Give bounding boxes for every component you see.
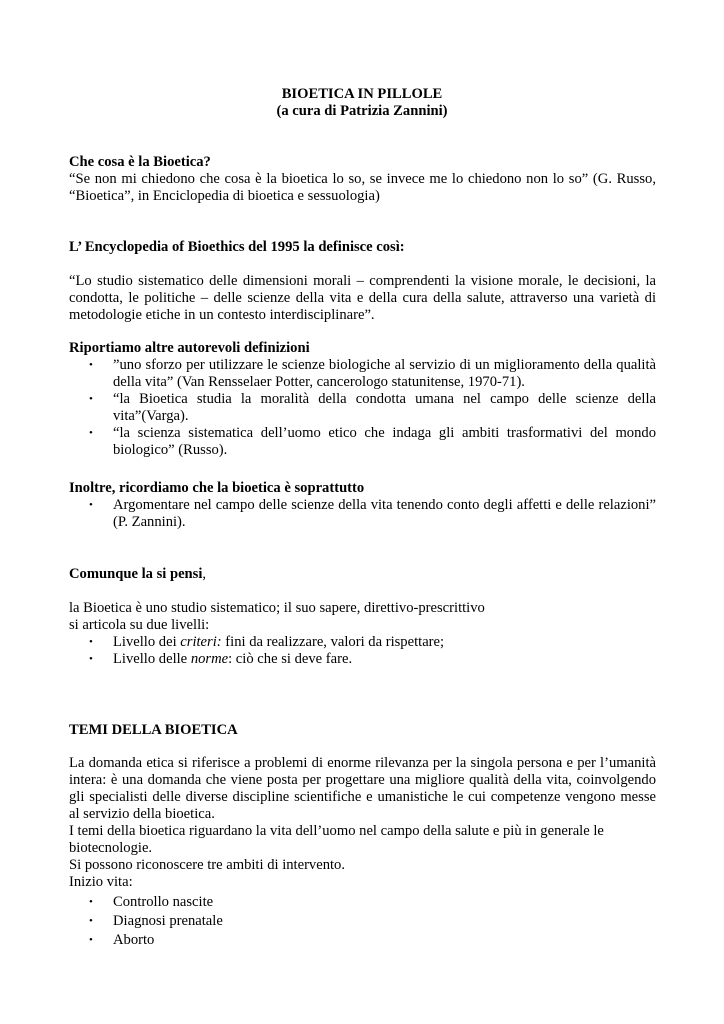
- bullet-icon: •: [89, 653, 93, 665]
- definition-3-line-1: “la scienza sistematica dell’uomo etico che indaga gli ambiti trasformativi del mondo: [113, 425, 656, 441]
- temi-heading: TEMI DELLA BIOETICA: [69, 722, 238, 738]
- definition-3-line-2: biologico” (Russo).: [113, 442, 228, 458]
- comunque-line-2: si articola su due livelli:: [69, 617, 210, 633]
- comunque-body: [69, 600, 656, 668]
- inizio-vita-item-3: Aborto: [113, 932, 155, 948]
- temi-p1-line-1: La domanda etica si riferisce a problemi di enorme rilevanza per la singola persona e per l’umanità: [69, 755, 656, 771]
- title-line-1: BIOETICA IN PILLOLE: [281, 86, 443, 102]
- inoltre-item-line-1: Argomentare nel campo delle scienze della vita tenendo conto degli affetti e delle relazioni”: [113, 497, 656, 513]
- temi-p2-line-1: I temi della bioetica riguardano la vita dell’uomo nel campo della salute e più in generale le: [69, 823, 604, 839]
- list-item: [69, 497, 656, 531]
- temi-p4: Inizio vita:: [69, 874, 133, 890]
- list-item: [69, 634, 656, 651]
- definition-2-line-1: “la Bioetica studia la moralità della condotta umana nel campo delle scienze della: [113, 391, 656, 407]
- list-item: [69, 913, 656, 932]
- bullet-icon: •: [89, 359, 93, 371]
- definitions-heading: Riportiamo altre autorevoli definizioni: [69, 340, 310, 356]
- document-title: [0, 86, 724, 120]
- encyclopedia-line-1: “Lo studio sistematico delle dimensioni morali – comprendenti la visione morale, le decisioni, la: [69, 273, 656, 289]
- encyclopedia-line-3: metodologie etiche in un contesto interdisciplinare”.: [69, 307, 375, 323]
- level-1-suffix: fini da realizzare, valori da rispettare;: [221, 634, 445, 650]
- list-item: [69, 651, 656, 668]
- list-item: [69, 425, 656, 459]
- bullet-icon: •: [89, 427, 93, 439]
- bullet-icon: •: [89, 915, 93, 927]
- bullet-icon: •: [89, 393, 93, 405]
- inoltre-list: [69, 497, 656, 531]
- level-1-italic: criteri:: [180, 634, 222, 650]
- bullet-icon: •: [89, 896, 93, 908]
- encyclopedia-section: [69, 239, 656, 256]
- intro-heading: Che cosa è la Bioetica?: [69, 154, 211, 170]
- temi-body: [69, 755, 656, 951]
- temi-p1-line-2: intera: è una domanda che viene posta per progettare una migliore qualità della vita, coinvolgendo: [69, 772, 656, 788]
- inoltre-item-line-2: (P. Zannini).: [113, 514, 186, 530]
- definition-2-line-2: vita”(Varga).: [113, 408, 189, 424]
- temi-p1-line-4: al servizio della bioetica.: [69, 806, 215, 822]
- inizio-vita-list: [69, 894, 656, 951]
- encyclopedia-quote: [69, 273, 656, 324]
- bullet-icon: •: [89, 499, 93, 511]
- encyclopedia-heading: L’ Encyclopedia of Bioethics del 1995 la definisce così:: [69, 239, 405, 255]
- definition-1-line-1: ”uno sforzo per utilizzare le scienze biologiche al servizio di un miglioramento della qualità: [113, 357, 656, 373]
- list-item: [69, 357, 656, 391]
- level-2-prefix: Livello delle: [113, 651, 191, 667]
- inoltre-heading: Inoltre, ricordiamo che la bioetica è soprattutto: [69, 480, 365, 496]
- definitions-section: [69, 340, 656, 459]
- temi-p2-line-2: biotecnologie.: [69, 840, 153, 856]
- definitions-list: [69, 357, 656, 459]
- levels-list: [69, 634, 656, 668]
- temi-p1-line-3: gli specialisti delle diverse discipline scientifiche e umanistiche le cui competenze vengono messe: [69, 789, 656, 805]
- inizio-vita-item-1: Controllo nascite: [113, 894, 214, 910]
- comunque-heading-bold: Comunque la si pensi: [69, 566, 203, 582]
- list-item: [69, 932, 656, 951]
- bullet-icon: •: [89, 934, 93, 946]
- temi-section: [69, 722, 656, 739]
- temi-p3: Si possono riconoscere tre ambiti di intervento.: [69, 857, 346, 873]
- definition-1-line-2: della vita” (Van Rensselaer Potter, cancerologo statunitense, 1970-71).: [113, 374, 525, 390]
- list-item: [69, 894, 656, 913]
- inizio-vita-item-2: Diagnosi prenatale: [113, 913, 223, 929]
- level-1-prefix: Livello dei: [113, 634, 181, 650]
- level-2-suffix: : ciò che si deve fare.: [228, 651, 353, 667]
- title-line-2: (a cura di Patrizia Zannini): [276, 103, 448, 119]
- intro-quote-line-1: “Se non mi chiedono che cosa è la bioetica lo so, se invece me lo chiedono non lo so” (G. Russo,: [69, 171, 656, 187]
- inoltre-section: [69, 480, 656, 531]
- intro-section: [69, 154, 656, 205]
- bullet-icon: •: [89, 636, 93, 648]
- level-2-italic: norme: [190, 651, 229, 667]
- comunque-heading: [69, 566, 656, 583]
- comunque-line-1: la Bioetica è uno studio sistematico; il suo sapere, direttivo-prescrittivo: [69, 600, 485, 616]
- encyclopedia-line-2: condotta, le politiche – delle scienze della vita e della cura della salute, attraverso una varietà di: [69, 290, 656, 306]
- comunque-section: [69, 566, 656, 583]
- intro-quote-line-2: “Bioetica”, in Enciclopedia di bioetica e sessuologia): [69, 188, 380, 204]
- comunque-heading-tail: ,: [202, 566, 207, 582]
- list-item: [69, 391, 656, 425]
